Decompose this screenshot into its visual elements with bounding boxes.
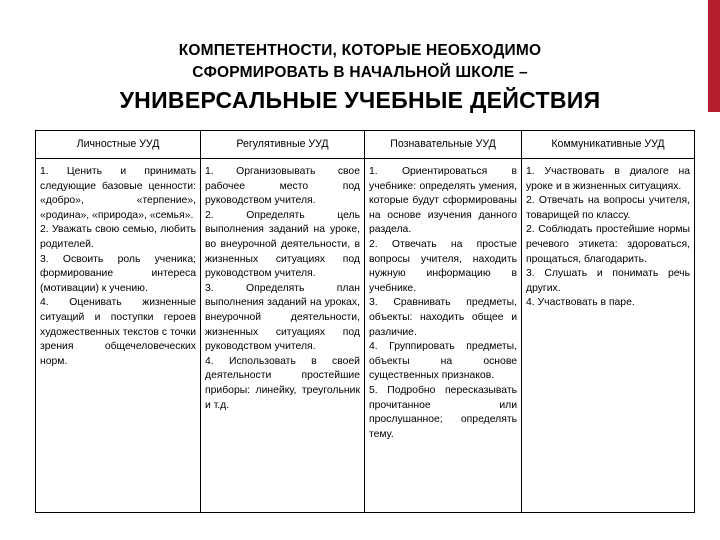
title-line-1: КОМПЕТЕНТНОСТИ, КОТОРЫЕ НЕОБХОДИМО: [178, 42, 542, 59]
cell-cognitive: [365, 159, 522, 513]
list-item: 4. Участвовать в паре.: [526, 297, 635, 309]
list-item: 1. Ориентироваться в учебнике: определять умения, которые будут сформированы на основе изучения данного раздела.: [369, 166, 517, 236]
list-item: 1. Ценить и принимать следующие базовые ценности: «добро», «терпение», «родина», «природа», «семья».: [40, 166, 196, 221]
list-item: 3. Освоить роль ученика; формирование интереса (мотивации) к учению.: [40, 253, 196, 294]
table-header-row: [36, 131, 695, 159]
table-row: [36, 159, 695, 513]
list-item: 2. Соблюдать простейшие нормы речевого этикета: здороваться, прощаться, благодарить.: [526, 224, 690, 265]
list-item: 4. Оценивать жизненные ситуаций и поступки героев художественных текстов с точки зрения общечеловеческих норм.: [40, 297, 196, 367]
list-item: 2. Определять цель выполнения заданий на уроке, во внеурочной деятельности, в жизненных ситуациях под руководством учителя.: [205, 209, 360, 280]
list-item: 4. Группировать предметы, объекты на основе существенных признаков.: [369, 341, 517, 382]
list-item: 3. Сравнивать предметы, объекты: находить общее и различие.: [369, 297, 517, 338]
list-item: 2. Отвечать на простые вопросы учителя, находить нужную информацию в учебнике.: [369, 238, 517, 294]
cell-communicative: [522, 159, 695, 513]
header-regulatory: Регулятивные УУД: [201, 131, 365, 159]
list-item: 2. Отвечать на вопросы учителя, товарищей по классу.: [526, 195, 690, 221]
list-item: 1. Участвовать в диалоге на уроке и в жизненных ситуациях.: [526, 166, 690, 192]
cell-regulatory: [201, 159, 365, 513]
title-line-2: СФОРМИРОВАТЬ В НАЧАЛЬНОЙ ШКОЛЕ –: [192, 64, 528, 81]
header-cognitive: Познавательные УУД: [365, 131, 522, 159]
header-communicative: Коммуникативные УУД: [522, 131, 695, 159]
list-item: 4. Использовать в своей деятельности простейшие приборы: линейку, треугольник и т.д.: [205, 355, 360, 411]
header-personal: Личностные УУД: [36, 131, 201, 159]
list-item: 2. Уважать свою семью, любить родителей.: [40, 224, 196, 250]
list-item: 1. Организовывать свое рабочее место под руководством учителя.: [205, 166, 360, 207]
cell-personal: [36, 159, 201, 513]
list-item: 5. Подробно пересказывать прочитанное или прослушанное; определять тему.: [369, 384, 517, 440]
main-title: УНИВЕРСАЛЬНЫЕ УЧЕБНЫЕ ДЕЙСТВИЯ: [119, 87, 601, 113]
uud-table: [35, 130, 695, 513]
list-item: 3. Определять план выполнения заданий на уроках, внеурочной деятельности, жизненных ситуациях под руководством учителя.: [205, 282, 360, 353]
list-item: 3. Слушать и понимать речь других.: [526, 268, 690, 294]
